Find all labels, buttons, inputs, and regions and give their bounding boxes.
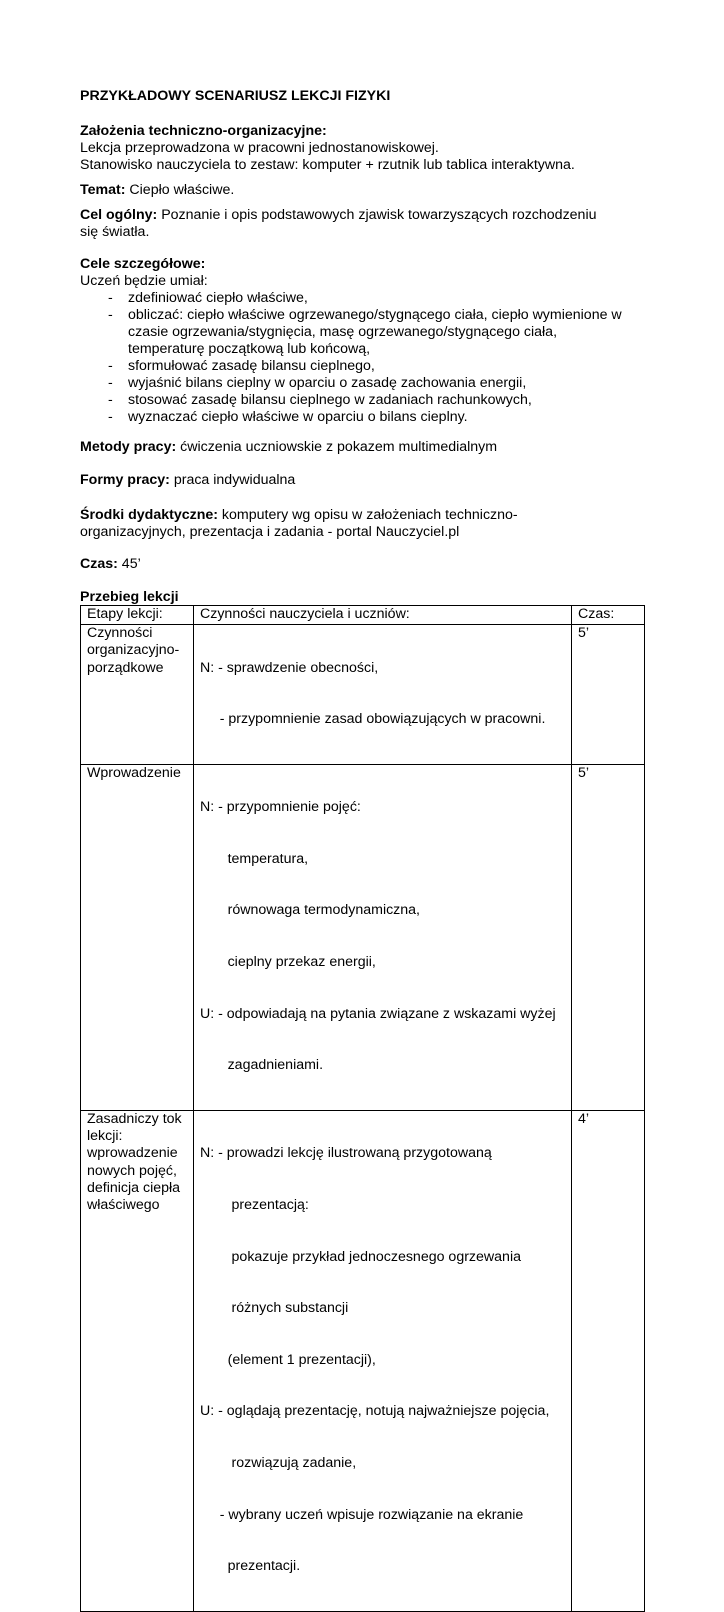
table-row [81, 1110, 645, 1611]
metody-pracy [80, 439, 497, 456]
temat-value: Ciepło właściwe. [125, 182, 235, 198]
przebieg-heading: Przebieg lekcji [80, 589, 179, 605]
cele-szczegolowe-heading: Cele szczegółowe: [80, 256, 206, 272]
cel-ogolny-line-2: się światła. [80, 224, 150, 240]
lesson-plan-table [80, 605, 645, 1612]
srodki-label: Środki dydaktyczne: [80, 507, 218, 523]
header-czynnosci: Czynności nauczyciela i uczniów: [194, 606, 572, 625]
zalozenia-line-1: Lekcja przeprowadzona w pracowni jednostanowiskowej. [80, 140, 439, 156]
formy-value: praca indywidualna [169, 472, 296, 488]
header-etapy: Etapy lekcji: [81, 606, 194, 625]
czas [80, 556, 141, 573]
formy-label: Formy pracy: [80, 472, 170, 488]
czas-label: Czas: [80, 556, 118, 572]
czynnosci-cell: N: - sprawdzenie obecności, - przypomnienie zasad obowiązujących w pracowni. [194, 625, 572, 765]
formy-pracy [80, 472, 295, 489]
etap-cell: Zasadniczy tok lekcji: wprowadzenie nowych pojęć, definicja ciepła właściwego [81, 1110, 194, 1611]
document-title: PRZYKŁADOWY SCENARIUSZ LEKCJI FIZYKI [80, 88, 391, 104]
czas-value: 45’ [117, 556, 141, 572]
zalozenia-heading: Założenia techniczno-organizacyjne: [80, 123, 327, 139]
czas-cell: 4’ [572, 1110, 645, 1611]
document-page: PRZYKŁADOWY SCENARIUSZ LEKCJI FIZYKI Założenia techniczno-organizacyjne: Lekcja przeprowadzona w pracowni jednostanowiskowej. Stanowisko nauczyciela to zestaw: komputer + rzutnik lub tablica interaktywna. Temat: Ciepło właściwe. Cel ogólny: Poznanie i opis podstawowych zjawisk towarzyszących rozchodzeniu się światła. Cele szczegółowe: Uczeń będzie umiał: - zdefiniować ciepło właściwe, - obliczać: ciepło właściwe ogrzewanego/stygnącego ciała, ciepło wymienione w czasie ogrzewania/stygnięcia, masę ogrzewanego/stygnącego ciała, temperaturę początkową lub końcową, - sformułować zasadę bilansu cieplnego, - wyjaśnić bilans cieplny w oparciu o zasadę zachowania energii, - stosować zasadę bilansu cieplnego w zadaniach rachunkowych, - wyznaczać ciepło właściwe w oparciu o bilans cieplny. Metody pracy: ćwiczenia uczniowskie z pokazem multimedialnym Formy pracy: praca indywidualna Środki dydaktyczne: komputery wg opisu w założeniach techniczno- organizacyjnych, prezentacja i zadania - portal Nauczyciel.pl Czas: 45’ Przebieg lekcji Etapy lekcji: Czynności nauczyciela i uczniów: Czas: Czynności organizacyjno- porządkowe N: - sprawdzenie obecności, - przypomnienie zasad obowiązujących w pracowni. 5’ Wprowadzenie N: - przypomnienie pojęć: temperatura, równowaga termodynamiczna, cieplny przekaz energii, U: - odpowiadają na pytania związane z wskazami wyżej zagadnieniami. 5’ Zasadniczy tok lekcji: wprowadzenie nowych pojęć, definicja ciepła właściwego N: - prowadzi lekcję ilustrowaną przygotowaną prezentacją: pokazuje przykład jednoczesnego ogrzewania różnych substancji (element 1 prezentacji), U: - oglądają prezentację, notują najważniejsze pojęcia, rozwiązują zadanie, - wybrany uczeń wpisuje rozwiązanie na ekranie prezentacji. 4’ [0, 0, 724, 1024]
table-row [81, 625, 645, 765]
cel-ogolny-line-1: Poznanie i opis podstawowych zjawisk towarzyszących rozchodzeniu [157, 207, 597, 223]
table-row [81, 764, 645, 1110]
srodki-line-1: komputery wg opisu w założeniach techniczno- [217, 507, 518, 523]
cele-intro: Uczeń będzie umiał: [80, 273, 208, 289]
temat [80, 182, 234, 199]
etap-cell: Wprowadzenie [81, 764, 194, 1110]
czas-cell: 5’ [572, 764, 645, 1110]
srodki-dydaktyczne [80, 507, 518, 524]
srodki-line-2: organizacyjnych, prezentacja i zadania - portal Nauczyciel.pl [80, 524, 460, 540]
metody-value: ćwiczenia uczniowskie z pokazem multimedialnym [176, 439, 498, 455]
temat-label: Temat: [80, 182, 126, 198]
cel-ogolny-label: Cel ogólny: [80, 207, 158, 223]
zalozenia-line-2: Stanowisko nauczyciela to zestaw: komputer + rzutnik lub tablica interaktywna. [80, 157, 575, 173]
czynnosci-cell: N: - przypomnienie pojęć: temperatura, równowaga termodynamiczna, cieplny przekaz energii, U: - odpowiadają na pytania związane z wskazami wyżej zagadnieniami. [194, 764, 572, 1110]
header-czas: Czas: [572, 606, 645, 625]
cel-ogolny [80, 207, 596, 224]
table-header-row [81, 606, 645, 625]
czas-cell: 5’ [572, 625, 645, 765]
metody-label: Metody pracy: [80, 439, 177, 455]
etap-cell: Czynności organizacyjno- porządkowe [81, 625, 194, 765]
czynnosci-cell: N: - prowadzi lekcję ilustrowaną przygotowaną prezentacją: pokazuje przykład jednoczesnego ogrzewania różnych substancji (element 1 prezentacji), U: - oglądają prezentację, notują najważniejsze pojęcia, rozwiązują zadanie, - wybrany uczeń wpisuje rozwiązanie na ekranie prezentacji. [194, 1110, 572, 1611]
